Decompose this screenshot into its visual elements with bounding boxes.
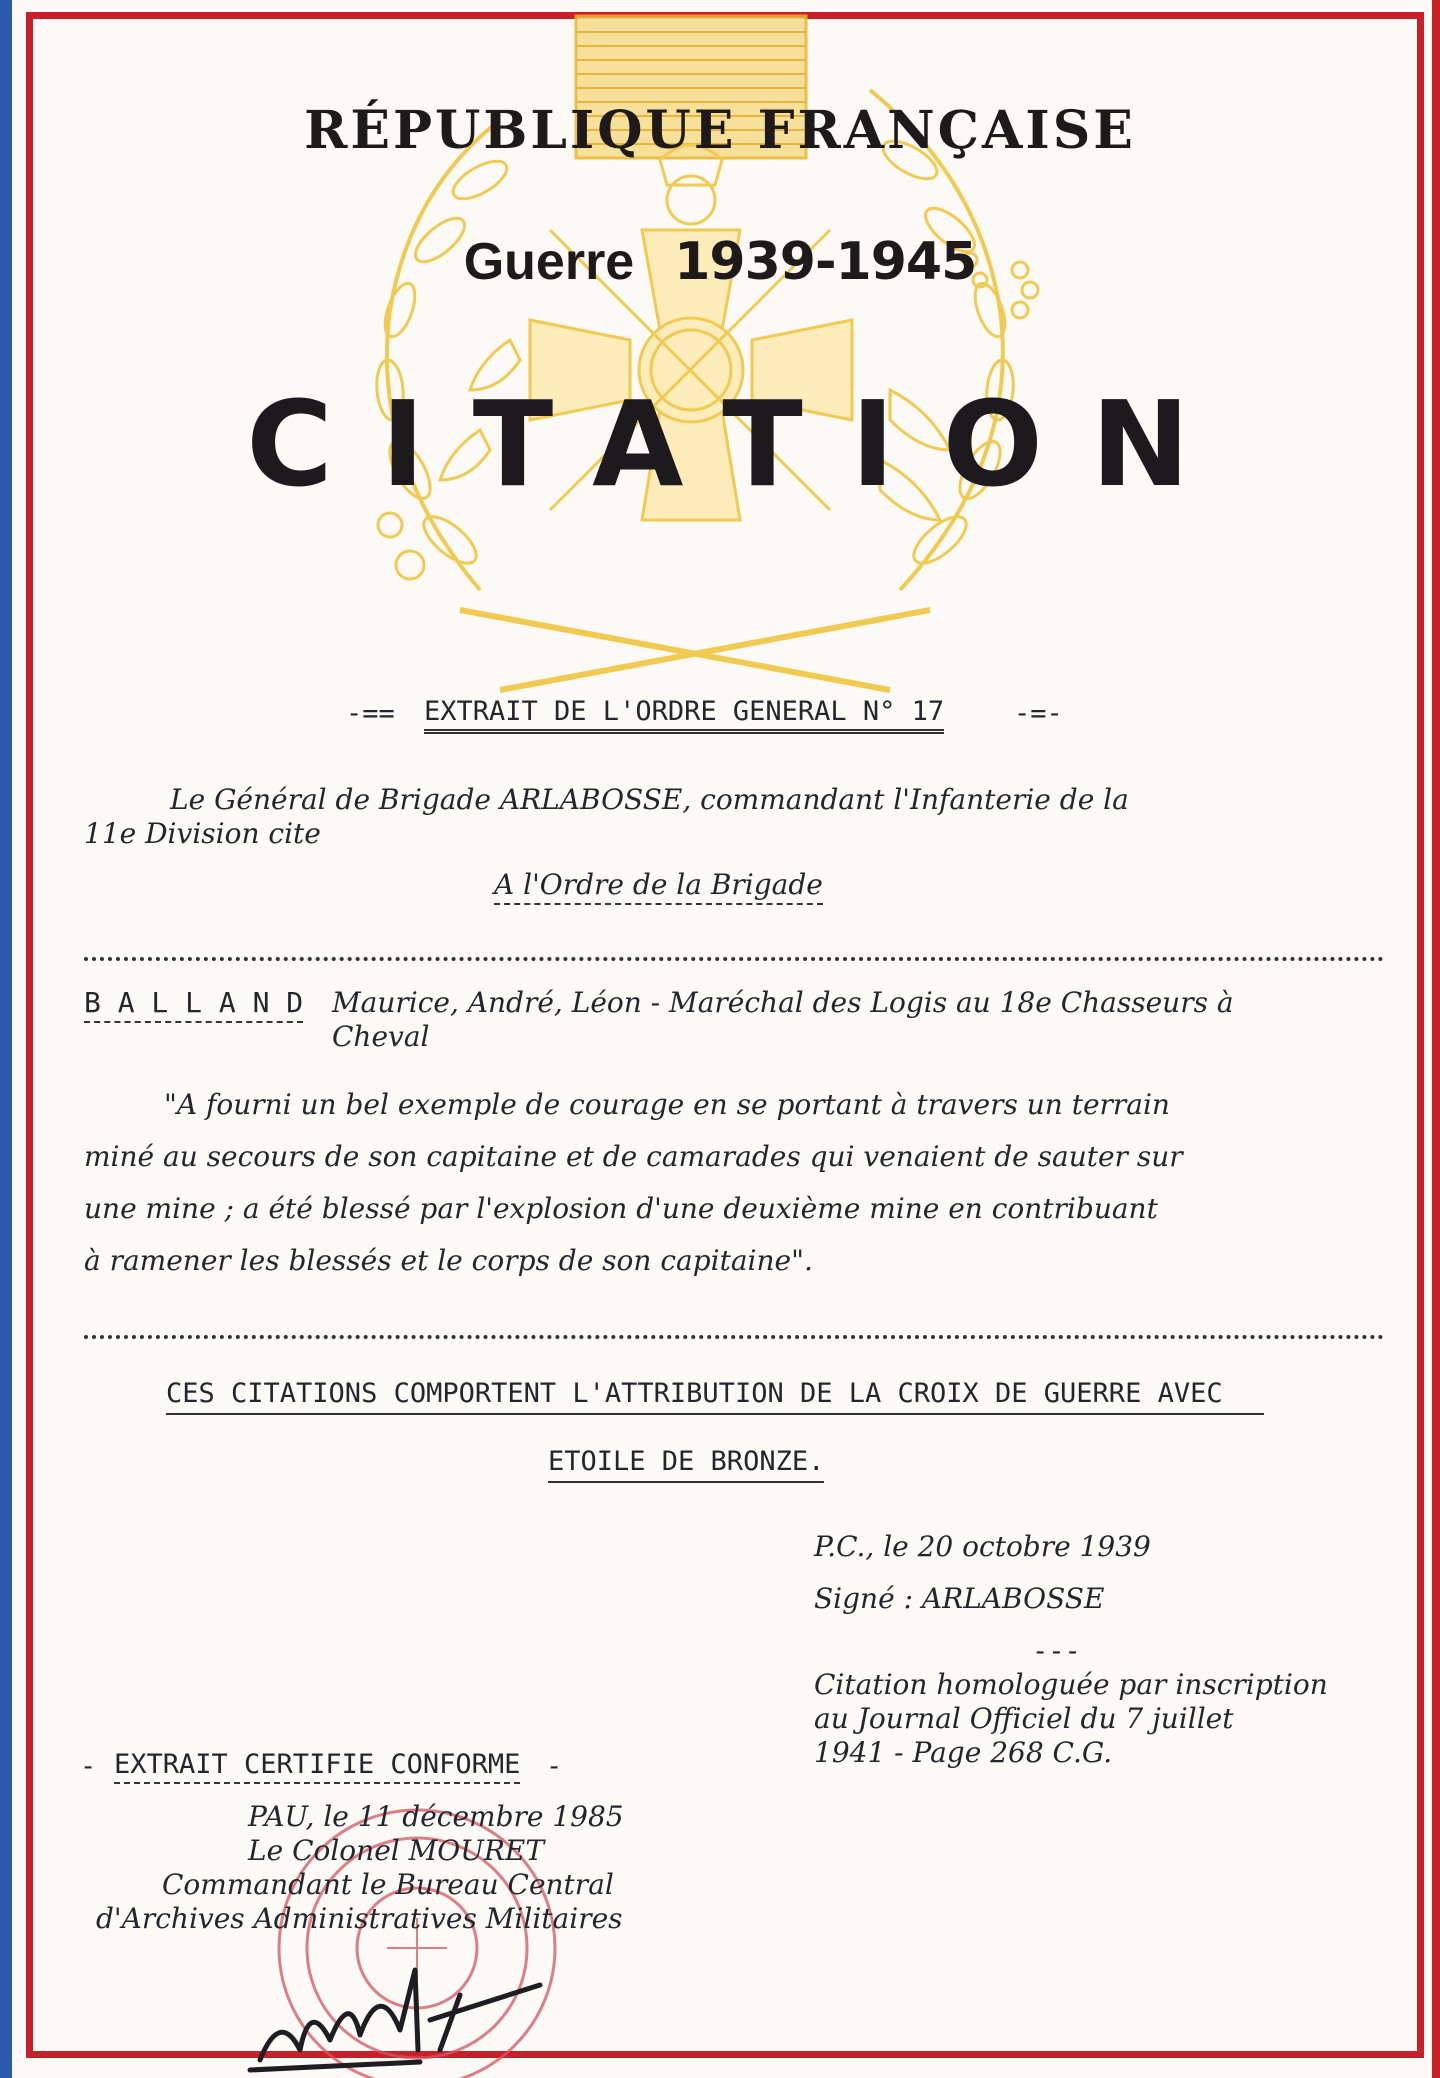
- republic-heading: RÉPUBLIQUE FRANÇAISE: [304, 100, 1136, 161]
- certification-line-2: Le Colonel MOURET: [248, 1834, 545, 1867]
- citation-line-3: une mine ; a été blessé par l'explosion d'une deuxième mine en contribuant: [84, 1192, 1158, 1225]
- certification-prefix: -: [80, 1751, 97, 1782]
- war-years: 1939-1945: [674, 232, 977, 292]
- page-title: CITATION: [246, 375, 1238, 513]
- tricolour-blue-band: [0, 0, 12, 2078]
- award-line-2: ETOILE DE BRONZE.: [548, 1446, 824, 1483]
- award-line-1: CES CITATIONS COMPORTENT L'ATTRIBUTION DE LA CROIX DE GUERRE AVEC: [166, 1378, 1264, 1415]
- recipient-line-1: Maurice, André, Léon - Maréchal des Logis au 18e Chasseurs à: [332, 986, 1234, 1019]
- citation-line-4: à ramener les blessés et le corps de son capitaine".: [84, 1244, 813, 1277]
- recipient-line-2: Cheval: [332, 1020, 430, 1053]
- order-heading-suffix: -=-: [1014, 698, 1063, 729]
- homologation-line-2: au Journal Officiel du 7 juillet: [814, 1702, 1234, 1735]
- signature-icon: [240, 1940, 570, 2078]
- certification-heading: EXTRAIT CERTIFIE CONFORME: [114, 1749, 520, 1784]
- citation-line-2: miné au secours de son capitaine et de camarades qui venaient de sauter sur: [84, 1140, 1183, 1173]
- order-of-brigade: A l'Ordre de la Brigade: [494, 868, 823, 905]
- dotted-separator-1: [84, 957, 1384, 961]
- certification-line-3: Commandant le Bureau Central: [162, 1868, 614, 1901]
- order-heading: EXTRAIT DE L'ORDRE GENERAL N° 17: [424, 696, 944, 734]
- war-heading: [0, 232, 1440, 292]
- certification-line-1: PAU, le 11 décembre 1985: [248, 1800, 624, 1833]
- order-heading-prefix: -==: [346, 698, 395, 729]
- separator-dashes: ---: [1032, 1636, 1081, 1667]
- tricolour-red-band: [1432, 0, 1440, 2078]
- place-date: P.C., le 20 octobre 1939: [814, 1530, 1151, 1563]
- signed-by: Signé : ARLABOSSE: [814, 1582, 1105, 1615]
- homologation-line-1: Citation homologuée par inscription: [814, 1668, 1328, 1701]
- war-label: Guerre: [463, 233, 635, 291]
- homologation-line-3: 1941 - Page 268 C.G.: [814, 1736, 1113, 1769]
- intro-line-2: 11e Division cite: [84, 817, 321, 850]
- intro-line-1: Le Général de Brigade ARLABOSSE, commandant l'Infanterie de la: [170, 783, 1129, 816]
- certification-line-4: d'Archives Administratives Militaires: [96, 1902, 623, 1935]
- citation-line-1: "A fourni un bel exemple de courage en se portant à travers un terrain: [164, 1088, 1170, 1121]
- certification-suffix: -: [546, 1751, 563, 1782]
- recipient-surname: B A L L A N D: [84, 986, 303, 1023]
- dotted-separator-2: [84, 1335, 1384, 1339]
